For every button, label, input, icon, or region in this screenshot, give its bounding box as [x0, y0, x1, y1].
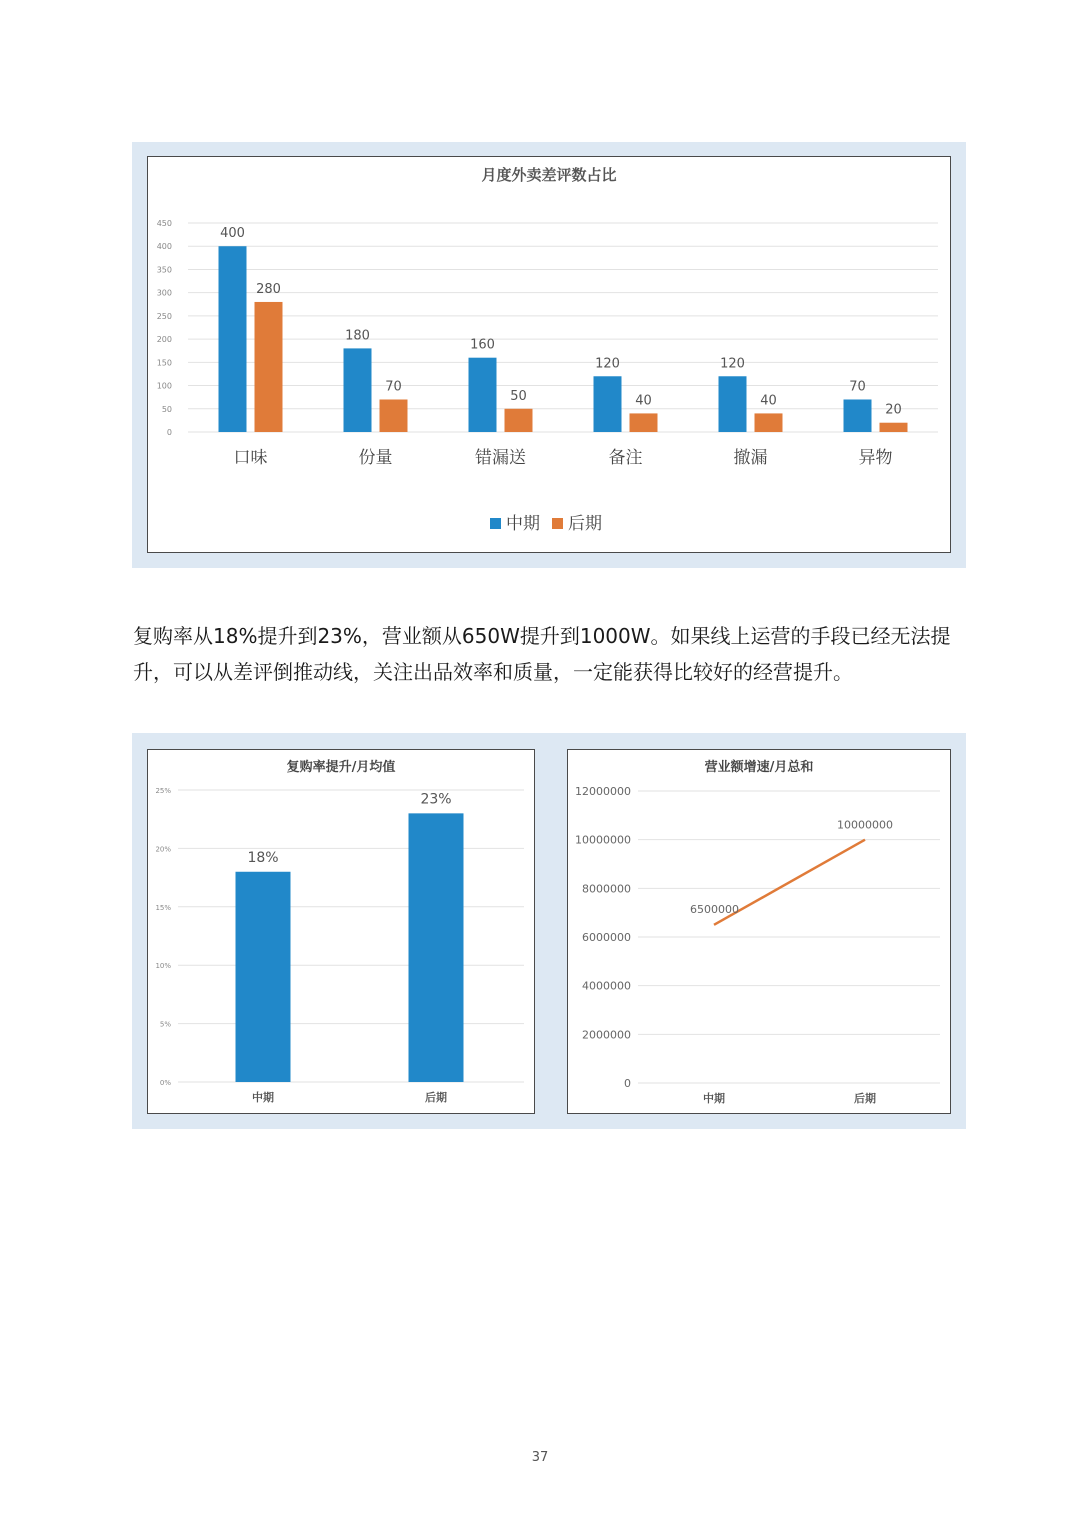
chart1-x-label: 备注 [608, 448, 643, 468]
chart3-data-label: 6500000 [690, 902, 739, 916]
chart3-y-tick: 10000000 [575, 833, 631, 847]
chart1-x-label: 撤漏 [733, 448, 768, 468]
body-paragraph: 复购率从18%提升到23%，营业额从650W提升到1000W。如果线上运营的手段已经无法提升，可以从差评倒推动线，关注出品效率和质量，一定能获得比较好的经营提升。 [133, 624, 951, 684]
chart2-frame [147, 749, 535, 1114]
chart2-bar [409, 813, 464, 1082]
chart2-y-tick: 20% [155, 845, 171, 854]
chart1-y-tick: 100 [156, 381, 172, 391]
chart1-bar-late [380, 399, 408, 432]
chart1-x-label: 份量 [358, 448, 393, 468]
chart1-data-label: 70 [385, 379, 402, 395]
chart1-title: 月度外卖差评数占比 [481, 166, 617, 184]
chart2-title: 复购率提升/月均值 [286, 760, 396, 775]
chart1-data-label: 40 [635, 393, 652, 409]
chart1-bar-mid [719, 376, 747, 432]
chart3-svg [568, 750, 950, 1113]
chart1-svg [148, 157, 950, 552]
chart1-y-tick: 0 [166, 428, 172, 437]
chart1-y-tick: 300 [156, 288, 172, 298]
chart1-bar-late [505, 409, 533, 432]
chart1-data-label: 120 [595, 356, 620, 372]
chart1-bar-late [755, 413, 783, 432]
chart1-bar-mid [344, 348, 372, 432]
chart1-data-label: 160 [470, 337, 495, 353]
chart1-data-label: 50 [510, 388, 527, 404]
chart1-data-label: 20 [885, 402, 902, 418]
chart2-y-tick: 10% [155, 962, 171, 971]
chart1-y-tick: 400 [156, 242, 172, 252]
chart1-data-label: 70 [849, 379, 866, 395]
chart1-data-label: 120 [720, 356, 745, 372]
chart3-x-label: 中期 [703, 1092, 725, 1105]
chart2-data-label: 23% [420, 791, 452, 808]
chart1-bar-mid [594, 376, 622, 432]
chart3-y-tick: 2000000 [582, 1028, 631, 1042]
chart3-frame [567, 749, 951, 1114]
chart1-y-tick: 250 [156, 311, 172, 321]
chart3-title: 营业额增速/月总和 [704, 760, 814, 775]
chart2-y-tick: 0% [159, 1079, 171, 1087]
chart2-x-label: 后期 [425, 1091, 447, 1104]
page-number: 37 [531, 1450, 549, 1465]
chart1-x-label: 异物 [858, 448, 893, 468]
chart1-bar-mid [469, 358, 497, 432]
chart2-y-tick: 25% [155, 787, 171, 795]
chart1-y-tick: 150 [156, 358, 172, 368]
chart2-svg [148, 750, 534, 1113]
chart2-x-label: 中期 [252, 1091, 274, 1104]
chart3-y-tick: 6000000 [582, 931, 631, 944]
chart2-y-tick: 5% [159, 1020, 171, 1029]
chart3-y-tick: 8000000 [582, 882, 631, 896]
chart1-legend-label: 后期 [568, 514, 602, 534]
chart3-x-label: 后期 [854, 1092, 876, 1105]
chart1-y-tick: 50 [161, 404, 172, 414]
chart2-data-label: 18% [247, 849, 279, 866]
chart1-y-tick: 450 [156, 219, 172, 228]
chart3-data-label: 10000000 [837, 818, 893, 832]
chart1-bar-late [630, 413, 658, 432]
chart1-legend-swatch [552, 518, 563, 529]
chart1-bar-late [880, 423, 908, 432]
chart3-y-tick: 0 [624, 1077, 631, 1090]
chart3-y-tick: 4000000 [582, 979, 631, 993]
chart2-y-tick: 15% [155, 903, 171, 912]
chart1-data-label: 40 [760, 393, 777, 409]
chart3-y-tick: 12000000 [575, 785, 631, 798]
chart1-bar-late [255, 302, 283, 432]
chart1-bar-mid [844, 399, 872, 432]
chart1-data-label: 400 [220, 226, 245, 242]
chart1-x-label: 错漏送 [475, 448, 526, 468]
chart1-y-tick: 200 [156, 335, 172, 345]
chart1-frame [147, 156, 951, 553]
chart1-x-label: 口味 [233, 448, 268, 468]
chart1-data-label: 280 [256, 281, 281, 297]
chart1-y-tick: 350 [156, 265, 172, 275]
chart1-legend-swatch [490, 518, 501, 529]
chart2-bar [236, 872, 291, 1082]
chart1-bar-mid [219, 246, 247, 432]
chart1-legend-label: 中期 [506, 514, 540, 534]
chart1-data-label: 180 [345, 328, 370, 344]
